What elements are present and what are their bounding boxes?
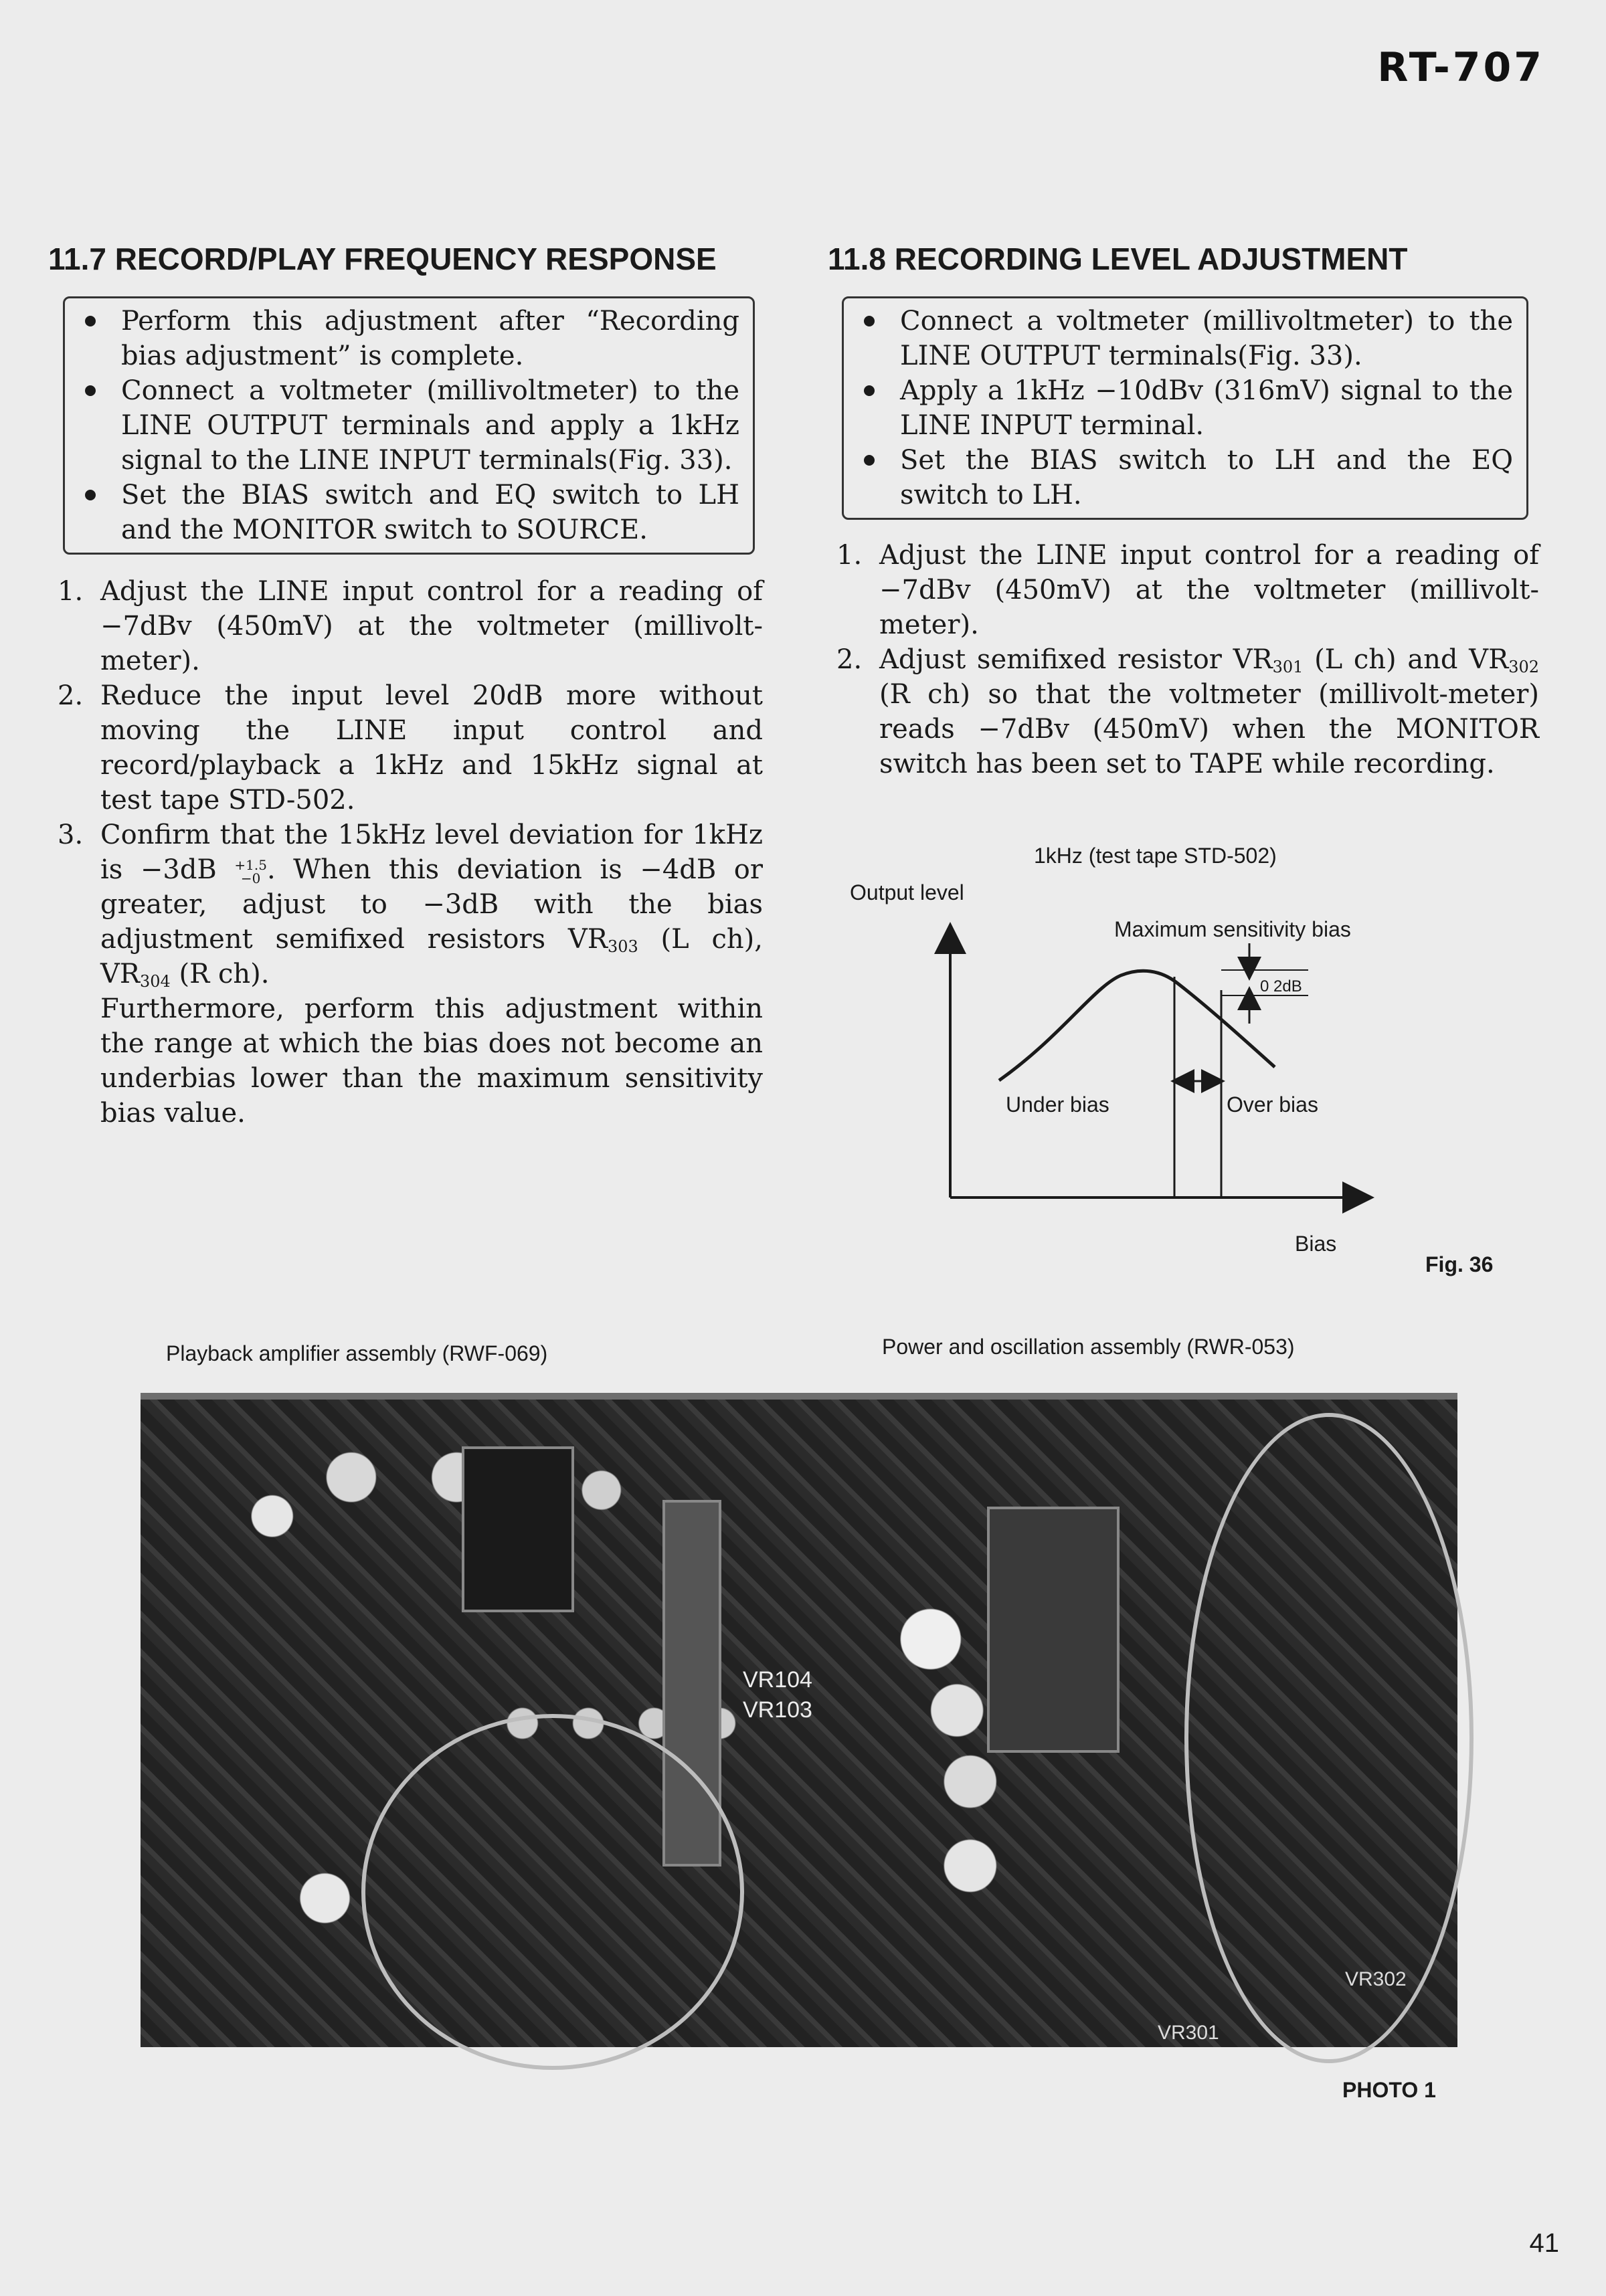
callout-vr301: VR301	[1158, 2022, 1219, 2044]
section-11-7-title: 11.7 RECORD/PLAY FREQUENCY RESPONSE	[48, 242, 717, 276]
step-3-text-d: (R ch).	[170, 959, 270, 989]
note-bullet-3: Set the BIAS switch and EQ switch to LH and the MONITOR switch to SOURCE.	[82, 478, 739, 547]
x-axis-label: Bias	[1295, 1232, 1337, 1256]
model-number: RT-707	[1377, 44, 1544, 91]
vr-sub-303: 303	[607, 937, 638, 956]
step-3: 3. Confirm that the 15kHz level deviation for 1kHz is −3dB +1.5 −0 . When this deviation is −4dB or greater, adjust to −3dB with the bias adjustment semifixed resistors $VR_{303}$ (L ch), $VR_{304}$ (R ch).	[58, 820, 764, 991]
y-axis-label: Output level	[850, 880, 964, 904]
step-2-text-a: Adjust semifixed resistor VR	[879, 644, 1273, 675]
step-3-paragraph: Furthermore, perform this adjustment within the range at which the bias does not become an underbias lower than the maximum sensitivity bias value.	[100, 993, 763, 1129]
tolerance-minus: −0	[240, 870, 261, 886]
fig-36-bias-graph	[840, 836, 1522, 1278]
step-1-text: Adjust the LINE input control for a reading of −7dBv (450mV) at the voltmeter (millivolt-meter).	[100, 576, 763, 676]
note-bullet-1: Perform this adjustment after “Recording bias adjustment” is complete.	[82, 304, 739, 373]
tolerance-plus: +1.5	[234, 857, 267, 873]
section-11-8-steps	[836, 538, 1539, 781]
over-bias-label: Over bias	[1227, 1092, 1318, 1117]
step-2-text-b: (L ch) and VR	[1303, 644, 1509, 675]
section-11-7-notes-box	[63, 296, 755, 555]
section-11-7-steps	[58, 574, 763, 1131]
step-2-text: Reduce the input level 20dB more without moving the LINE input control and record/playback a 1kHz and 15kHz signal at test tape STD-502.	[100, 680, 763, 816]
step-2: 2. Adjust semifixed resistor $VR_{301}$ (L ch) and $VR_{302}$ (R ch) so that the voltmeter (millivolt-meter) reads −7dBv (450mV) when the MONITOR switch has been set to TAPE while recording.	[836, 644, 1540, 779]
vr-sub-302: 302	[1508, 658, 1540, 676]
section-11-8-title: 11.8 RECORDING LEVEL ADJUSTMENT	[828, 242, 1408, 276]
wire-harness-2	[1184, 1413, 1474, 2063]
note-bullet-2: Connect a voltmeter (millivoltmeter) to the LINE OUTPUT terminals and apply a 1kHz signal to the LINE INPUT terminals(Fig. 33).	[82, 373, 739, 478]
wire-harness-1	[361, 1714, 744, 2070]
vr-sub-304: 304	[140, 972, 171, 991]
step-1-text: Adjust the LINE input control for a reading of −7dBv (450mV) at the voltmeter (millivolt-meter).	[879, 540, 1539, 640]
step-1: 1. Adjust the LINE input control for a reading of −7dBv (450mV) at the voltmeter (millivolt-meter).	[836, 540, 1539, 640]
photo-label: PHOTO 1	[1342, 2078, 1436, 2102]
max-sensitivity-label: Maximum sensitivity bias	[1114, 917, 1351, 941]
step-3-text-c: (L ch), VR	[100, 924, 763, 989]
step-1: 1. Adjust the LINE input control for a reading of −7dBv (450mV) at the voltmeter (millivolt-meter).	[58, 576, 763, 676]
photo-left-caption: Playback amplifier assembly (RWF-069)	[166, 1341, 548, 1365]
transformer-block	[987, 1507, 1120, 1753]
output-curve	[999, 971, 1275, 1080]
note-bullet-1: Connect a voltmeter (millivoltmeter) to the LINE OUTPUT terminals(Fig. 33).	[861, 304, 1513, 373]
callout-vr104: VR104	[743, 1667, 812, 1693]
figure-label: Fig. 36	[1425, 1252, 1494, 1276]
page-number: 41	[1529, 2228, 1559, 2258]
callout-vr103: VR103	[743, 1697, 812, 1723]
step-2-text-c: (R ch) so that the voltmeter (millivolt-meter) reads −7dBv (450mV) when the MONITOR switch has been set to TAPE while recording.	[879, 679, 1539, 779]
step-3-text-b: . When this deviation is −4dB or greater, adjust to −3dB with the bias adjustment semifixed resistors VR	[100, 854, 764, 955]
pcb-photo	[141, 1393, 1457, 2047]
deviation-label: 0 2dB	[1260, 977, 1302, 995]
connector-block	[462, 1446, 574, 1612]
under-bias-label: Under bias	[1006, 1092, 1109, 1117]
note-bullet-2: Apply a 1kHz −10dBv (316mV) signal to the LINE INPUT terminal.	[861, 373, 1513, 443]
callout-vr302: VR302	[1345, 1968, 1407, 1990]
graph-title: 1kHz (test tape STD-502)	[1034, 844, 1277, 868]
photo-right-caption: Power and oscillation assembly (RWR-053)	[882, 1335, 1295, 1359]
step-2: 2. Reduce the input level 20dB more without moving the LINE input control and record/playback a 1kHz and 15kHz signal at test tape STD-502.	[58, 680, 763, 816]
tolerance	[234, 858, 267, 885]
step-3-text-a: Confirm that the 15kHz level deviation for 1kHz is −3dB	[100, 820, 763, 885]
vr-sub-301: 301	[1272, 658, 1304, 676]
note-bullet-3: Set the BIAS switch to LH and the EQ switch to LH.	[861, 443, 1513, 512]
section-11-8-notes-box	[842, 296, 1528, 520]
